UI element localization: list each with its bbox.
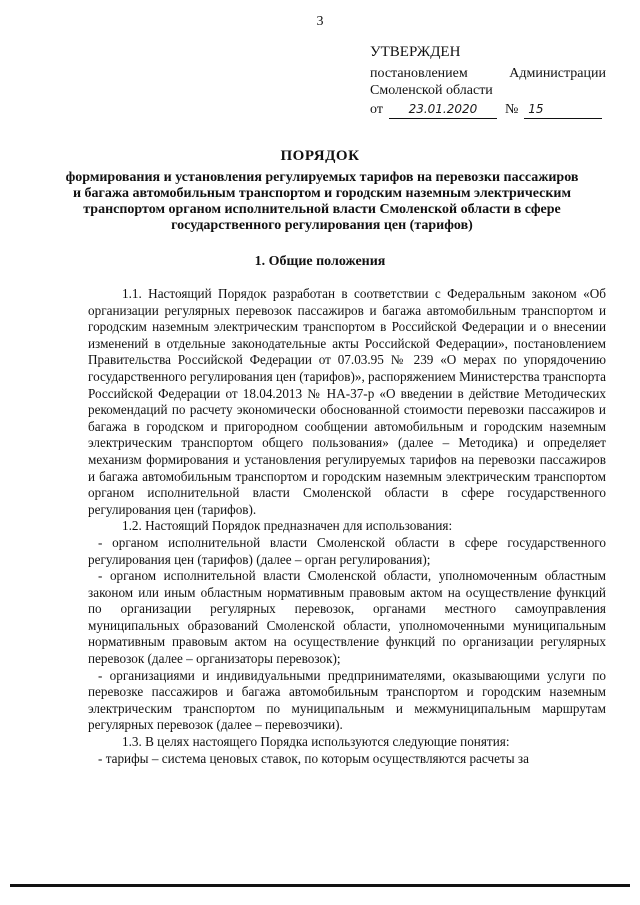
list-item: - организациями и индивидуальными предпринимателями, оказывающими услуги по перевозке пассажиров и багажа автомобильным транспортом и городским наземным электрическим транспортом по муниципальным и межмуниципальным маршрутам регулярных перевозок (далее – перевозчики). xyxy=(88,667,606,733)
approval-line-2: Смоленской области xyxy=(370,83,493,98)
document-body xyxy=(88,286,606,767)
document-title: ПОРЯДОК xyxy=(280,148,360,164)
handwritten-date: 23.01.2020 xyxy=(389,101,497,119)
page-number: 3 xyxy=(316,14,324,29)
approval-line-1-left: постановлением xyxy=(370,66,468,81)
list-item: - тарифы – система ценовых ставок, по которым осуществляются расчеты за xyxy=(98,750,529,766)
paragraph: 1.2. Настоящий Порядок предназначен для использования: xyxy=(122,518,453,534)
handwritten-number: 15 xyxy=(524,101,602,119)
section-heading: 1. Общие положения xyxy=(254,254,386,269)
from-label: от xyxy=(370,102,383,117)
approval-stamp xyxy=(370,44,606,119)
number-label: № xyxy=(504,102,519,117)
paragraph: 1.1. Настоящий Порядок разработан в соответствии с Федеральным законом «Об организации регулярных перевозок пассажиров и багажа автомобильным транспортом и городским наземным электрическим транспортом в Российской Федерации и о внесении изменений в отдельные законодательные акты Российской Федерации», постановлением Правительства Российской Федерации от 07.03.95 № 239 «О мерах по упорядочению государственного регулирования цен (тарифов)», распоряжением Министерства транспорта Российской Федерации от 18.04.2013 № НА-37-р «О введении в действие Методических рекомендаций по расчету экономически обоснованной стоимости перевозки пассажиров и багажа в городском и пригородном сообщении автомобильным и городским наземным электрическим транспортом общего пользования» (далее – Методика) и определяет механизм формирования и установления регулируемых тарифов на перевозки пассажиров и багажа автомобильным транспортом и городским наземным электрическим транспортом органом исполнительной власти Смоленской области в сфере государственного регулирования цен (тарифов). xyxy=(88,286,606,517)
list-item: - органом исполнительной власти Смоленской области, уполномоченным областным законом или иным областным нормативным правовым актом на осуществление функций по организации регулярных перевозок, органами местного самоуправления муниципальных образований Смоленской области, уполномоченными муниципальным нормативным правовым актом на осуществление функций по организации регулярных перевозок (далее – организаторы перевозок); xyxy=(88,568,606,667)
bottom-edge-rule xyxy=(10,884,630,887)
approval-line-1 xyxy=(370,65,606,82)
approval-date-number-line xyxy=(370,101,606,119)
paragraph: 1.3. В целях настоящего Порядка используются следующие понятия: xyxy=(122,734,510,750)
approval-title: УТВЕРЖДЕН xyxy=(370,44,461,60)
list-item: - органом исполнительной власти Смоленской области в сфере государственного регулирования цен (тарифов) (далее – орган регулирования); xyxy=(88,534,606,567)
approval-line-1-right: Администрации xyxy=(509,66,606,81)
document-subtitle: формирования и установления регулируемых тарифов на перевозки пассажиров и багажа автомобильным транспортом и городским наземным электрическим транспортом органом исполнительной власти Смоленской области в сфере государственного регулирования цен (тарифов) xyxy=(65,170,579,233)
